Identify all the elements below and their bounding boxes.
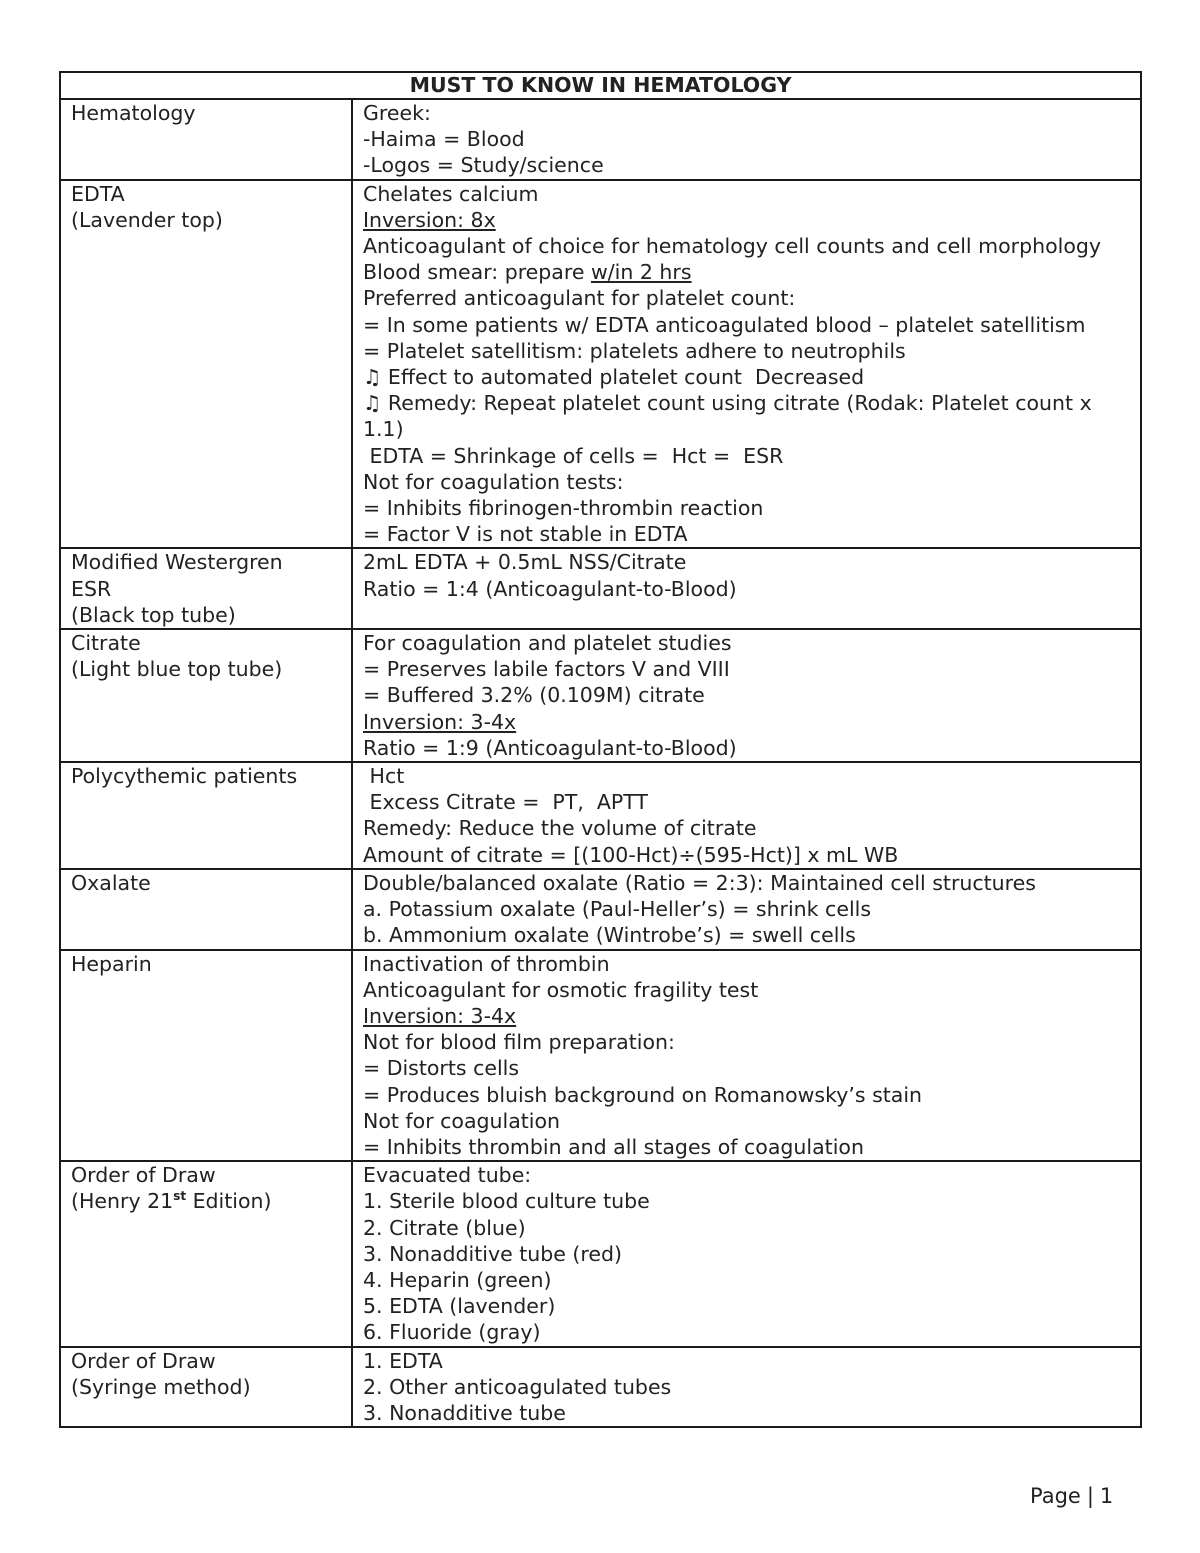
document-title: MUST TO KNOW IN HEMATOLOGY	[60, 72, 1141, 99]
ordinal-suffix: st	[173, 1189, 187, 1204]
table-row	[60, 548, 1141, 629]
term-label: EDTA	[71, 181, 125, 206]
term-cell	[60, 1347, 352, 1428]
term-sublabel: (Light blue top tube)	[71, 657, 283, 682]
detail-line: Ratio = 1:9 (Anticoagulant-to-Blood)	[363, 735, 737, 760]
term-label: Citrate	[71, 631, 141, 656]
term-label: Order of Draw	[71, 1163, 216, 1188]
term-cell	[60, 180, 352, 549]
detail-line: 5. EDTA (lavender)	[363, 1294, 556, 1319]
detail-line: For coagulation and platelet studies	[363, 631, 732, 656]
title-row	[60, 72, 1141, 99]
page-number: 1	[1099, 1484, 1114, 1508]
detail-text: Blood smear: prepare	[363, 260, 591, 285]
detail-line: Excess Citrate = PT, APTT	[363, 790, 648, 815]
underlined-detail-line: Inversion: 3-4x	[363, 709, 517, 734]
detail-cell	[352, 99, 1141, 180]
detail-cell	[352, 629, 1141, 762]
underlined-detail-line: Inversion: 3-4x	[363, 1003, 517, 1028]
table-row	[60, 1161, 1141, 1346]
detail-line: = Platelet satellitism: platelets adhere to neutrophils	[363, 338, 906, 363]
detail-cell	[352, 180, 1141, 549]
page-separator: |	[1086, 1484, 1094, 1508]
detail-line: 1. EDTA	[363, 1348, 443, 1373]
detail-line: = Factor V is not stable in EDTA	[363, 522, 688, 547]
detail-line: Anticoagulant of choice for hematology cell counts and cell morphology	[363, 234, 1101, 259]
detail-line: b. Ammonium oxalate (Wintrobe’s) = swell cells	[363, 923, 856, 948]
term-sublabel: (Lavender top)	[71, 207, 223, 232]
detail-cell	[352, 869, 1141, 950]
detail-line: = Inhibits thrombin and all stages of coagulation	[363, 1134, 864, 1159]
term-label: Heparin	[71, 951, 152, 976]
term-label: Hematology	[71, 101, 196, 125]
detail-line: Double/balanced oxalate (Ratio = 2:3): Maintained cell structures	[363, 870, 1036, 895]
detail-line: a. Potassium oxalate (Paul-Heller’s) = shrink cells	[363, 897, 872, 922]
detail-cell	[352, 548, 1141, 629]
detail-line: 1. Sterile blood culture tube	[363, 1189, 650, 1214]
term-cell	[60, 629, 352, 762]
table-row	[60, 180, 1141, 549]
detail-line: -Logos = Study/science	[363, 153, 604, 178]
term-cell	[60, 762, 352, 869]
detail-cell	[352, 762, 1141, 869]
detail-line: Anticoagulant for osmotic fragility test	[363, 977, 759, 1002]
detail-line: Not for blood film preparation:	[363, 1030, 675, 1055]
detail-line: 6. Fluoride (gray)	[363, 1320, 541, 1345]
detail-line: 2. Citrate (blue)	[363, 1215, 526, 1240]
term-cell	[60, 950, 352, 1162]
detail-line: Ratio = 1:4 (Anticoagulant-to-Blood)	[363, 576, 737, 601]
underlined-detail-line: Inversion: 8x	[363, 207, 496, 232]
hematology-table	[59, 71, 1142, 1428]
term-text: Edition)	[186, 1189, 272, 1214]
detail-line: Greek:	[363, 101, 431, 125]
detail-line: = Produces bluish background on Romanowsky’s stain	[363, 1082, 923, 1107]
page-footer	[1030, 1484, 1113, 1508]
detail-line: Inactivation of thrombin	[363, 951, 610, 976]
detail-line: ♫ Effect to automated platelet count Decreased	[363, 365, 865, 390]
term-label: Order of Draw	[71, 1348, 216, 1373]
term-sublabel	[71, 1188, 343, 1214]
detail-line: 3. Nonadditive tube	[363, 1400, 566, 1425]
detail-line: = In some patients w/ EDTA anticoagulated blood – platelet satellitism	[363, 312, 1086, 337]
detail-line: 4. Heparin (green)	[363, 1267, 552, 1292]
term-sublabel: (Syringe method)	[71, 1374, 251, 1399]
table-row	[60, 1347, 1141, 1428]
term-cell	[60, 1161, 352, 1346]
term-cell	[60, 548, 352, 629]
detail-line: Not for coagulation	[363, 1108, 561, 1133]
detail-line: = Inhibits fibrinogen-thrombin reaction	[363, 496, 764, 521]
detail-line: 3. Nonadditive tube (red)	[363, 1241, 622, 1266]
table-row	[60, 99, 1141, 180]
term-cell	[60, 869, 352, 950]
detail-line: = Buffered 3.2% (0.109M) citrate	[363, 683, 705, 708]
term-label: Oxalate	[71, 870, 151, 895]
detail-line	[363, 259, 1132, 285]
detail-line: Hct	[363, 764, 405, 789]
detail-line: Not for coagulation tests:	[363, 469, 624, 494]
term-cell	[60, 99, 352, 180]
term-label: ESR	[71, 576, 112, 601]
detail-line: EDTA = Shrinkage of cells = Hct = ESR	[363, 443, 784, 468]
term-sublabel: (Black top tube)	[71, 602, 236, 627]
term-text: (Henry 21	[71, 1189, 174, 1214]
detail-line: Amount of citrate = [(100-Hct)÷(595-Hct)] x mL WB	[363, 842, 899, 867]
detail-line: ♫ Remedy: Repeat platelet count using citrate (Rodak: Platelet count x 1.1)	[363, 391, 1099, 442]
page-label: Page	[1030, 1484, 1081, 1508]
table-row	[60, 762, 1141, 869]
detail-line: Remedy: Reduce the volume of citrate	[363, 816, 757, 841]
detail-cell	[352, 950, 1141, 1162]
detail-line: -Haima = Blood	[363, 127, 525, 152]
detail-line: 2. Other anticoagulated tubes	[363, 1374, 672, 1399]
detail-line: Chelates calcium	[363, 181, 539, 206]
detail-cell	[352, 1161, 1141, 1346]
detail-line: Evacuated tube:	[363, 1163, 532, 1188]
detail-line: Preferred anticoagulant for platelet count:	[363, 286, 796, 311]
term-label: Polycythemic patients	[71, 764, 298, 789]
table-row	[60, 950, 1141, 1162]
term-label: Modified Westergren	[71, 550, 283, 575]
detail-line: = Distorts cells	[363, 1056, 520, 1081]
detail-cell	[352, 1347, 1141, 1428]
detail-line: = Preserves labile factors V and VIII	[363, 657, 730, 682]
underlined-text: w/in 2 hrs	[590, 260, 692, 285]
table-row	[60, 869, 1141, 950]
detail-line: 2mL EDTA + 0.5mL NSS/Citrate	[363, 550, 687, 575]
table-row	[60, 629, 1141, 762]
